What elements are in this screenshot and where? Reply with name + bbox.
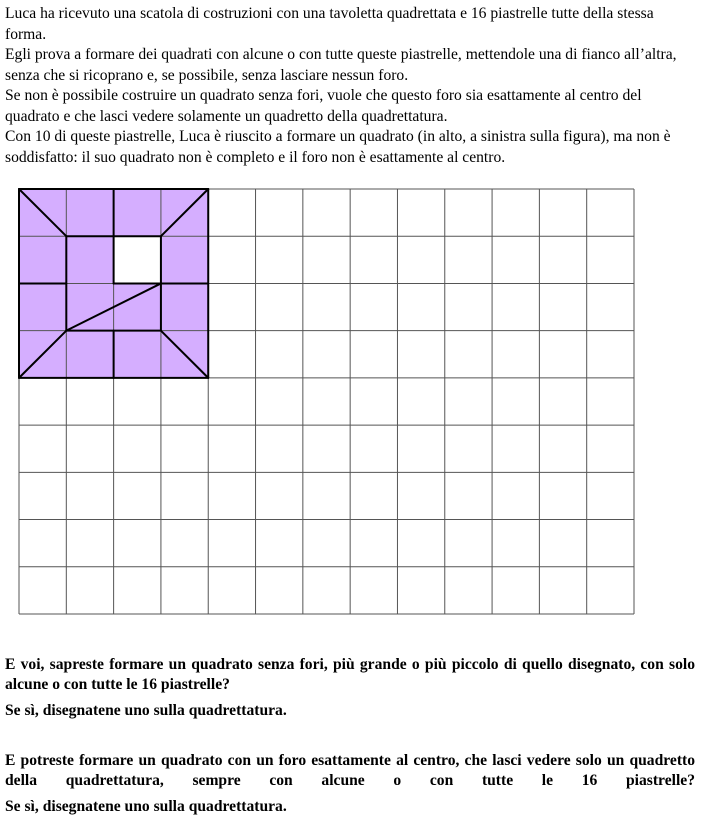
- intro-paragraph-1: Luca ha ricevuto una scatola di costruzioni con una tavoletta quadrettata e 16 piastrelle tutte della stessa forma.: [5, 5, 654, 43]
- problem-statement: [5, 4, 685, 168]
- question-1-text: E voi, sapreste formare un quadrato senza fori, più grande o più piccolo di quello disegnato, con solo alcune o con tutte le 16 piastrelle?: [5, 656, 695, 693]
- question-2: [5, 751, 695, 817]
- intro-paragraph-4: Con 10 di queste piastrelle, Luca è riuscito a formare un quadrato (in alto, a sinistra sulla figura), ma non è soddisfatto: il suo quadrato non è completo e il foro non è esattamente al centro.: [5, 128, 671, 166]
- tile-outlines: [19, 189, 208, 378]
- intro-paragraph-3: Se non è possibile costruire un quadrato senza fori, vuole che questo foro sia esattamente al centro del quadrato e che lasci vedere solamente un quadretto della quadrettatura.: [5, 87, 642, 125]
- question-2-instruction: Se sì, disegnatene uno sulla quadrettatura.: [5, 798, 287, 815]
- intro-paragraph-2: Egli prova a formare dei quadrati con alcune o con tutte queste piastrelle, mettendole una di fianco all’altra, senza che si ricoprano e, se possibile, senza lasciare nessun foro.: [5, 46, 677, 84]
- question-1: [5, 655, 695, 721]
- square-grid-board[interactable]: [18, 188, 636, 618]
- question-1-instruction: Se sì, disegnatene uno sulla quadrettatura.: [5, 702, 287, 719]
- question-2-text: E potreste formare un quadrato con un foro esattamente al centro, che lasci vedere solo un quadretto della quadrettatura, sempre con alcune o con tutte le 16 piastrelle?: [5, 752, 695, 789]
